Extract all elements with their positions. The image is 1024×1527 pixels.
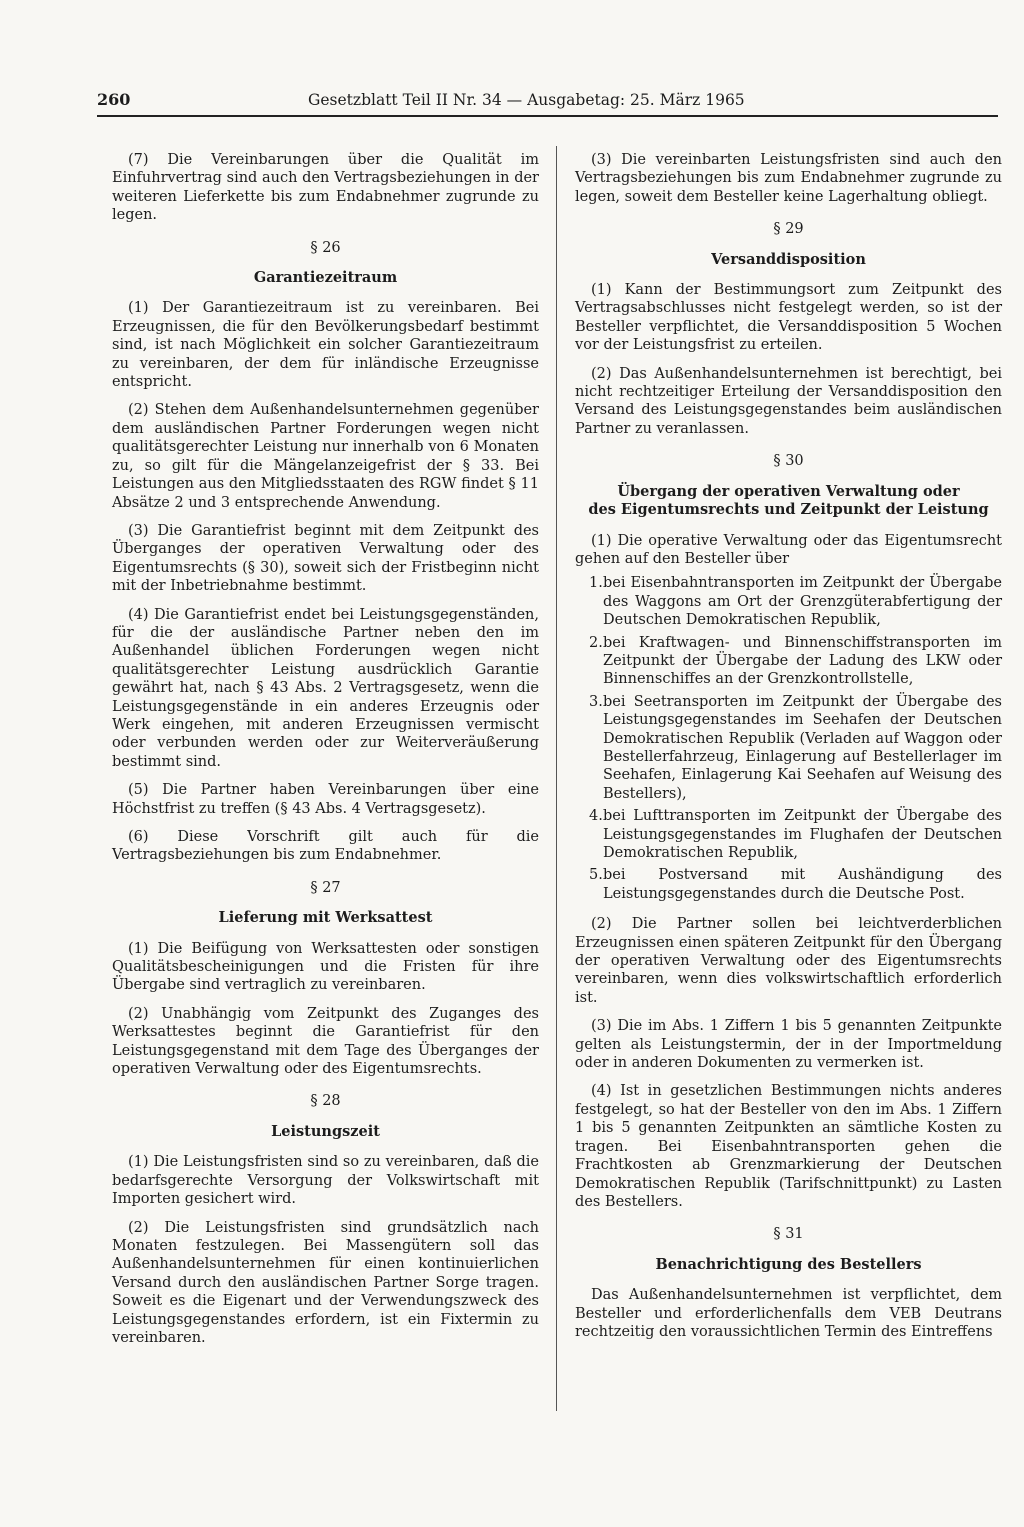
section-number: § 27 bbox=[310, 879, 341, 896]
page-header bbox=[97, 91, 998, 117]
paragraph: (2) Die Leistungsfristen sind grundsätzlich nach Monaten festzulegen. Bei Massengütern soll das Außenhandelsunternehmen für einen kontinuierlichen Versand durch den ausländischen Partner Sorge tragen. Soweit es die Eigenart und der Verwendungszweck des Leistungsgegenstandes erfordern, ist ein Fixtermin zu vereinbaren. bbox=[112, 1219, 539, 1346]
list-item-text: bei Eisenbahntransporten im Zeitpunkt der Übergabe des Waggons am Ort der Grenzgüterabfertigung der Deutschen Demokratischen Republik, bbox=[603, 575, 1002, 629]
paragraph: (4) Ist in gesetzlichen Bestimmungen nichts anderes festgelegt, so hat der Besteller von den im Abs. 1 Ziffern 1 bis 5 genannten Zeitpunkten an sämtliche Kosten zu tragen. Bei Eisenbahntransporten gehen die Frachtkosten ab Grenzmarkierung der Deutschen Demokratischen Republik (Tarifschnittpunkt) zu Lasten des Bestellers. bbox=[575, 1083, 1002, 1210]
section-heading: Benachrichtigung des Bestellers bbox=[655, 1255, 922, 1273]
list-item bbox=[575, 866, 1002, 903]
section-heading: Versanddisposition bbox=[711, 250, 866, 268]
list-item-number: 3. bbox=[589, 693, 603, 710]
paragraph: Das Außenhandelsunternehmen ist verpflichtet, dem Besteller und erforderlichenfalls dem VEB Deutrans rechtzeitig den voraussichtlichen Termin des Eintreffens bbox=[575, 1287, 1002, 1340]
list-item-text: bei Lufttransporten im Zeitpunkt der Übergabe des Leistungsgegenstandes im Flughafen der Deutschen Demokratischen Republik, bbox=[603, 808, 1002, 861]
paragraph: (4) Die Garantiefrist endet bei Leistungsgegenständen, für die der ausländische Partner neben den im Außenhandel üblichen Forderungen wegen nicht qualitätsgerechter Leistung ausdrücklich Garantie gewährt hat, nach § 43 Abs. 2 Vertragsgesetz, wenn die Leistungsgegenstände in ein anderes Erzeugnis oder Werk eingehen, mit anderen Erzeugnissen vermischt oder verbunden werden oder zur Weiterveräußerung bestimmt sind. bbox=[112, 606, 539, 770]
column-divider bbox=[556, 146, 557, 1411]
paragraph: (1) Kann der Bestimmungsort zum Zeitpunkt des Vertragsabschlusses nicht festgelegt werden, so ist der Besteller verpflichtet, die Versanddisposition 5 Wochen vor der Leistungsfrist zu erteilen. bbox=[575, 282, 1002, 354]
paragraph: (1) Die Leistungsfristen sind so zu vereinbaren, daß die bedarfsgerechte Versorgung der Volkswirtschaft mit Importen gesichert wird. bbox=[112, 1154, 539, 1208]
left-column bbox=[112, 151, 539, 1357]
paragraph: (2) Die Partner sollen bei leichtverderblichen Erzeugnissen einen späteren Zeitpunkt für den Übergang der operativen Verwaltung oder des Eigentumsrechts vereinbaren, wenn dies volkswirtschaftlich erforderlich ist. bbox=[575, 916, 1002, 1006]
paragraph: (1) Die operative Verwaltung oder das Eigentumsrecht gehen auf den Besteller über bbox=[575, 532, 1002, 567]
list-item bbox=[575, 807, 1002, 862]
list-item-number: 4. bbox=[589, 808, 603, 825]
list-item-text: bei Kraftwagen- und Binnenschiffstransporten im Zeitpunkt der Übergabe der Ladung des LKW oder Binnenschiffes an der Grenzkontrollstelle, bbox=[603, 634, 1002, 688]
paragraph: (3) Die im Abs. 1 Ziffern 1 bis 5 genannten Zeitpunkte gelten als Leistungstermin, der in der Importmeldung oder in anderen Dokumenten zu vermerken ist. bbox=[575, 1018, 1002, 1072]
section-heading: Lieferung mit Werksattest bbox=[218, 909, 433, 927]
section-number: § 29 bbox=[773, 221, 804, 238]
paragraph: (5) Die Partner haben Vereinbarungen über eine Höchstfrist zu treffen (§ 43 Abs. 4 Vertragsgesetz). bbox=[112, 782, 539, 817]
list-item-text: bei Seetransporten im Zeitpunkt der Übergabe des Leistungsgegenstandes im Seehafen der Deutschen Demokratischen Republik (Verladen auf Waggon oder Bestellerfahrzeug, Einlagerung auf Bestellerlager im Seehafen, Einlagerung Kai Seehafen auf Weisung des Bestellers), bbox=[603, 693, 1002, 802]
list-item-number: 2. bbox=[589, 634, 603, 651]
section-heading-line: des Eigentumsrechts und Zeitpunkt der Leistung bbox=[588, 501, 989, 519]
paragraph: (6) Diese Vorschrift gilt auch für die Vertragsbeziehungen bis zum Endabnehmer. bbox=[112, 829, 539, 864]
right-column bbox=[575, 151, 1002, 1351]
paragraph: (1) Der Garantiezeitraum ist zu vereinbaren. Bei Erzeugnissen, die für den Bevölkerungsbedarf bestimmt sind, ist nach Möglichkeit ein solcher Garantiezeitraum zu vereinbaren, der dem für inländische Erzeugnisse entspricht. bbox=[112, 300, 539, 391]
list-item-number: 1. bbox=[589, 575, 603, 592]
list-item-text: bei Postversand mit Aushändigung des Leistungsgegenstandes durch die Deutsche Post. bbox=[603, 867, 1002, 902]
page-number: 260 bbox=[97, 90, 131, 109]
list-item bbox=[575, 693, 1002, 803]
section-number: § 28 bbox=[310, 1093, 341, 1110]
section-number: § 26 bbox=[310, 239, 341, 256]
paragraph: (1) Die Beifügung von Werksattesten oder sonstigen Qualitätsbescheinigungen und die Fristen für ihre Übergabe sind vertraglich zu vereinbaren. bbox=[112, 940, 539, 994]
section-number: § 30 bbox=[773, 453, 804, 470]
paragraph: (3) Die Garantiefrist beginnt mit dem Zeitpunkt des Überganges der operativen Verwaltung oder des Eigentumsrechts (§ 30), soweit sich der Fristbeginn nicht mit der Inbetriebnahme bestimmt. bbox=[112, 522, 539, 595]
section-heading-line: Übergang der operativen Verwaltung oder bbox=[617, 482, 960, 500]
paragraph: (2) Stehen dem Außenhandelsunternehmen gegenüber dem ausländischen Partner Forderungen wegen nicht qualitätsgerechter Leistung nur innerhalb von 6 Monaten zu, so gilt für die Mängelanzeigefrist der § 33. Bei Leistungen aus den Mitgliedsstaaten des RGW findet § 11 Absätze 2 und 3 entsprechende Anwendung. bbox=[112, 402, 539, 511]
section-heading: Leistungszeit bbox=[271, 1122, 380, 1140]
paragraph: (2) Unabhängig vom Zeitpunkt des Zuganges des Werksattestes beginnt die Garantiefrist für den Leistungsgegenstand mit dem Tage des Überganges der operativen Verwaltung oder des Eigentumsrechts. bbox=[112, 1005, 539, 1078]
paragraph: (7) Die Vereinbarungen über die Qualität im Einfuhrvertrag sind auch den Vertragsbeziehungen in der weiteren Lieferkette bis zum Endabnehmer zugrunde zu legen. bbox=[112, 152, 539, 224]
list-item bbox=[575, 634, 1002, 689]
section-heading: Garantiezeitraum bbox=[253, 269, 398, 287]
section-heading bbox=[575, 483, 1002, 520]
section-number: § 31 bbox=[773, 1226, 804, 1243]
list-item-number: 5. bbox=[589, 867, 603, 884]
header-title: Gesetzblatt Teil II Nr. 34 — Ausgabetag: 25. März 1965 bbox=[308, 91, 745, 109]
list-item bbox=[575, 574, 1002, 629]
paragraph: (2) Das Außenhandelsunternehmen ist berechtigt, bei nicht rechtzeitiger Erteilung der Versanddisposition den Versand des Leistungsgegenstandes beim ausländischen Partner zu veranlassen. bbox=[575, 365, 1002, 437]
paragraph: (3) Die vereinbarten Leistungsfristen sind auch den Vertragsbeziehungen bis zum Endabnehmer zugrunde zu legen, soweit dem Besteller keine Lagerhaltung obliegt. bbox=[575, 152, 1002, 205]
